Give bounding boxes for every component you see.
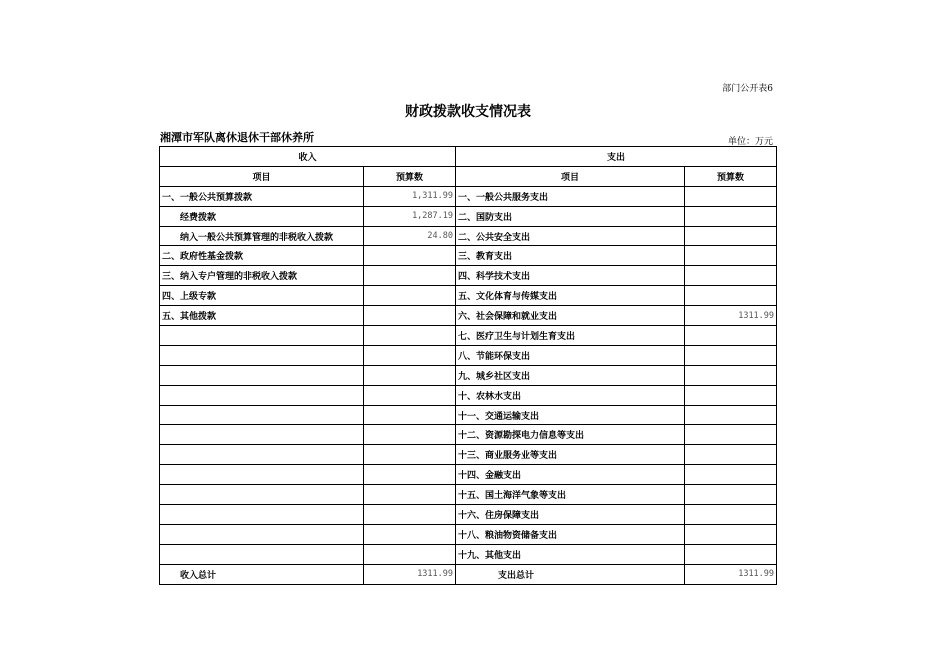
income-amount-cell (364, 266, 456, 286)
table-row (160, 544, 777, 564)
income-amount-cell (364, 445, 456, 465)
expense-budget-header: 预算数 (685, 166, 777, 186)
income-amount-cell: 1,287.19 (364, 206, 456, 226)
income-item-cell (160, 505, 364, 525)
income-amount-cell (364, 286, 456, 306)
income-amount-cell (364, 345, 456, 365)
income-item-cell (160, 544, 364, 564)
income-item-cell (160, 385, 364, 405)
income-amount-cell (364, 306, 456, 326)
income-amount-cell (364, 425, 456, 445)
income-amount-cell: 1,311.99 (364, 186, 456, 206)
expense-amount-cell (685, 345, 777, 365)
income-item-cell: 四、上级专款 (160, 286, 364, 306)
organization-name: 湘潭市军队离休退休干部休养所 (160, 131, 314, 144)
table-row (160, 306, 777, 326)
form-number: 部门公开表6 (722, 84, 773, 94)
expense-amount-cell (685, 365, 777, 385)
page-title: 财政拨款收支情况表 (405, 104, 531, 120)
table-row (160, 445, 777, 465)
income-item-cell: 三、纳入专户管理的非税收入拨款 (160, 266, 364, 286)
income-amount-cell (364, 524, 456, 544)
expense-amount-cell (685, 405, 777, 425)
expense-total-label: 支出总计 (456, 564, 685, 584)
expense-amount-cell (685, 385, 777, 405)
income-item-cell: 二、政府性基金拨款 (160, 246, 364, 266)
expense-item-cell: 十九、其他支出 (456, 544, 685, 564)
totals-row (160, 564, 777, 584)
expense-item-cell: 十三、商业服务业等支出 (456, 445, 685, 465)
expense-amount-cell (685, 505, 777, 525)
expense-item-cell: 十八、粮油物资储备支出 (456, 524, 685, 544)
income-item-cell (160, 326, 364, 346)
table-row (160, 505, 777, 525)
expense-item-cell: 十二、资源勘探电力信息等支出 (456, 425, 685, 445)
income-amount-cell (364, 385, 456, 405)
income-item-cell: 一、一般公共预算拨款 (160, 186, 364, 206)
income-item-cell: 纳入一般公共预算管理的非税收入拨款 (160, 226, 364, 246)
table-row (160, 186, 777, 206)
expense-item-cell: 十、农林水支出 (456, 385, 685, 405)
expense-item-cell: 五、文化体育与传媒支出 (456, 286, 685, 306)
income-amount-cell: 24.80 (364, 226, 456, 246)
income-item-cell (160, 524, 364, 544)
table-row (160, 405, 777, 425)
expense-amount-cell (685, 425, 777, 445)
expense-total-amount: 1311.99 (685, 564, 777, 584)
income-item-cell: 经费拨款 (160, 206, 364, 226)
table-row (160, 524, 777, 544)
income-total-label: 收入总计 (160, 564, 364, 584)
header-row-columns (160, 166, 777, 186)
expense-amount-cell (685, 206, 777, 226)
income-budget-header: 预算数 (364, 166, 456, 186)
income-item-cell (160, 445, 364, 465)
table-row (160, 286, 777, 306)
expense-amount-cell (685, 246, 777, 266)
table-row (160, 206, 777, 226)
unit-label: 单位：万元 (727, 137, 773, 147)
expense-amount-cell (685, 485, 777, 505)
table-row (160, 246, 777, 266)
expense-item-cell: 九、城乡社区支出 (456, 365, 685, 385)
income-item-cell (160, 365, 364, 385)
income-amount-cell (364, 326, 456, 346)
income-item-cell (160, 345, 364, 365)
expense-amount-cell: 1311.99 (685, 306, 777, 326)
income-amount-cell (364, 365, 456, 385)
expense-item-cell: 六、社会保障和就业支出 (456, 306, 685, 326)
income-item-cell (160, 485, 364, 505)
expense-item-cell: 三、教育支出 (456, 246, 685, 266)
expense-item-cell: 二、公共安全支出 (456, 226, 685, 246)
table-row (160, 465, 777, 485)
income-item-cell (160, 465, 364, 485)
expense-item-cell: 十四、金融支出 (456, 465, 685, 485)
table-row (160, 266, 777, 286)
income-item-cell: 五、其他拨款 (160, 306, 364, 326)
expense-item-cell: 十六、住房保障支出 (456, 505, 685, 525)
table-row (160, 385, 777, 405)
expense-item-cell: 四、科学技术支出 (456, 266, 685, 286)
expense-item-cell: 二、国防支出 (456, 206, 685, 226)
table-row (160, 226, 777, 246)
expense-amount-cell (685, 465, 777, 485)
expense-amount-cell (685, 186, 777, 206)
income-header: 收入 (160, 147, 456, 167)
income-amount-cell (364, 505, 456, 525)
expense-amount-cell (685, 524, 777, 544)
income-amount-cell (364, 405, 456, 425)
expense-item-cell: 十一、交通运输支出 (456, 405, 685, 425)
income-item-header: 项目 (160, 166, 364, 186)
income-amount-cell (364, 544, 456, 564)
expense-item-cell: 十五、国土海洋气象等支出 (456, 485, 685, 505)
expense-item-cell: 八、节能环保支出 (456, 345, 685, 365)
expense-amount-cell (685, 266, 777, 286)
expense-amount-cell (685, 445, 777, 465)
income-amount-cell (364, 485, 456, 505)
expense-amount-cell (685, 286, 777, 306)
expense-item-header: 项目 (456, 166, 685, 186)
expense-amount-cell (685, 226, 777, 246)
expense-item-cell: 一、一般公共服务支出 (456, 186, 685, 206)
income-amount-cell (364, 465, 456, 485)
table-row (160, 326, 777, 346)
income-item-cell (160, 425, 364, 445)
income-amount-cell (364, 246, 456, 266)
table-row (160, 425, 777, 445)
table-row (160, 345, 777, 365)
expense-amount-cell (685, 544, 777, 564)
expense-item-cell: 七、医疗卫生与计划生育支出 (456, 326, 685, 346)
table-row (160, 365, 777, 385)
header-row-sections (160, 147, 777, 167)
income-item-cell (160, 405, 364, 425)
table-row (160, 485, 777, 505)
income-total-amount: 1311.99 (364, 564, 456, 584)
expense-amount-cell (685, 326, 777, 346)
expense-header: 支出 (456, 147, 777, 167)
finance-table (159, 146, 777, 585)
